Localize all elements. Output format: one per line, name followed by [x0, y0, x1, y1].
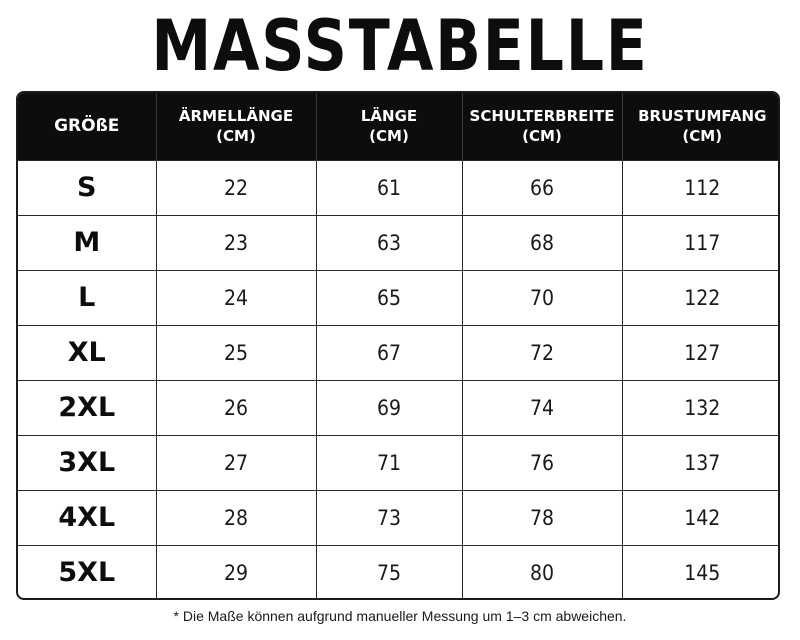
header-unit: (CM)	[369, 127, 409, 146]
table-row	[18, 435, 780, 490]
header-shoulder-width	[462, 93, 622, 160]
table-cell: 142	[622, 490, 780, 545]
table-cell: 68	[462, 215, 622, 270]
table-cell: 65	[316, 270, 462, 325]
table-cell: 67	[316, 325, 462, 380]
table-cell: 74	[462, 380, 622, 435]
header-unit: (CM)	[682, 127, 723, 146]
table-cell: 71	[316, 435, 462, 490]
table-cell: 27	[156, 435, 316, 490]
header-label: BRUSTUMFANG	[638, 107, 767, 126]
header-label: GRÖßE	[54, 116, 120, 137]
table-cell: 29	[156, 545, 316, 600]
table-cell: 145	[622, 545, 780, 600]
table-cell: 78	[462, 490, 622, 545]
table-row	[18, 215, 780, 270]
table-cell: 112	[622, 160, 780, 215]
size-cell: 4XL	[18, 490, 156, 545]
table-cell: 23	[156, 215, 316, 270]
size-cell: XL	[18, 325, 156, 380]
table-cell: 28	[156, 490, 316, 545]
size-cell: 2XL	[18, 380, 156, 435]
table-cell: 22	[156, 160, 316, 215]
table-cell: 122	[622, 270, 780, 325]
header-length	[316, 93, 462, 160]
header-size	[18, 93, 156, 160]
header-sleeve-length	[156, 93, 316, 160]
table-cell: 127	[622, 325, 780, 380]
table-cell: 24	[156, 270, 316, 325]
header-unit: (CM)	[216, 127, 256, 146]
table-cell: 61	[316, 160, 462, 215]
table-row	[18, 160, 780, 215]
size-cell: L	[18, 270, 156, 325]
header-chest	[622, 93, 780, 160]
table-cell: 26	[156, 380, 316, 435]
table-header-row	[18, 93, 780, 160]
table-cell: 25	[156, 325, 316, 380]
table-cell: 137	[622, 435, 780, 490]
table-row	[18, 380, 780, 435]
table-row	[18, 270, 780, 325]
table-cell: 117	[622, 215, 780, 270]
table-cell: 66	[462, 160, 622, 215]
table-cell: 132	[622, 380, 780, 435]
size-cell: 3XL	[18, 435, 156, 490]
page-title: MASSTABELLE	[151, 5, 649, 87]
table-row	[18, 545, 780, 600]
table-cell: 76	[462, 435, 622, 490]
table-row	[18, 325, 780, 380]
header-label: SCHULTERBREITE	[469, 107, 615, 126]
table-cell: 72	[462, 325, 622, 380]
header-label: LÄNGE	[360, 107, 418, 126]
header-unit: (CM)	[522, 127, 562, 146]
footnote: * Die Maße können aufgrund manueller Messung um 1–3 cm abweichen.	[173, 608, 627, 624]
table-cell: 69	[316, 380, 462, 435]
header-label: ÄRMELLÄNGE	[178, 107, 294, 126]
size-cell: M	[18, 215, 156, 270]
size-chart-table	[16, 91, 780, 600]
table-cell: 63	[316, 215, 462, 270]
size-cell: S	[18, 160, 156, 215]
table-cell: 73	[316, 490, 462, 545]
table-cell: 75	[316, 545, 462, 600]
table-cell: 80	[462, 545, 622, 600]
size-cell: 5XL	[18, 545, 156, 600]
table-row	[18, 490, 780, 545]
table-cell: 70	[462, 270, 622, 325]
